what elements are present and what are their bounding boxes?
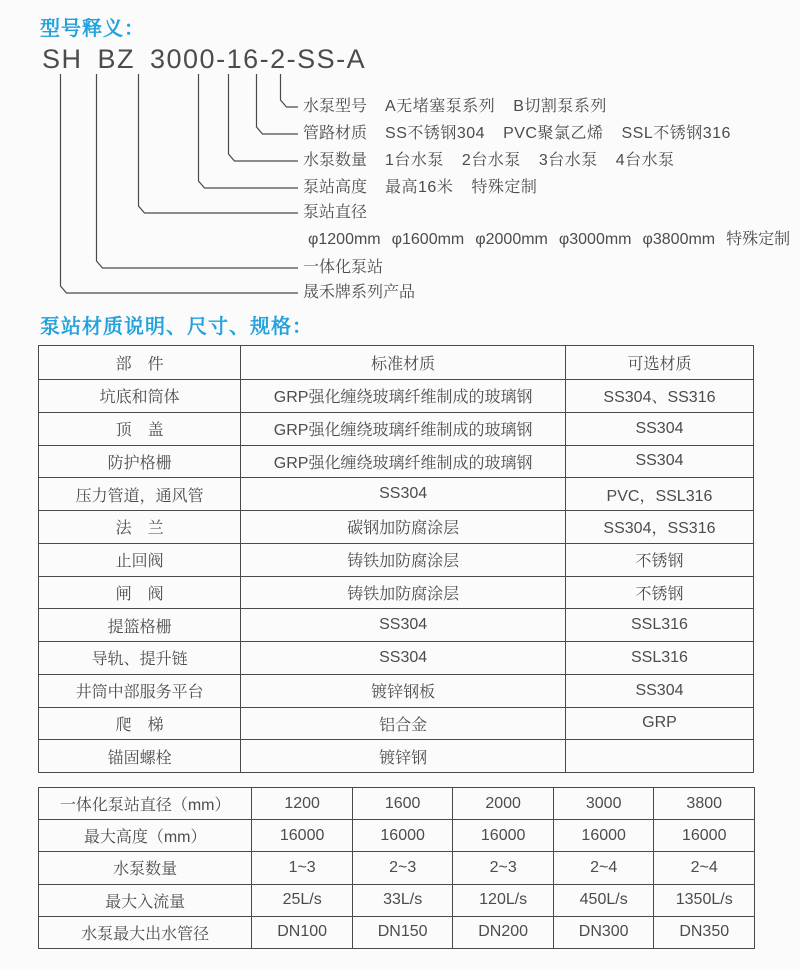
model-row-label: 晟禾牌系列产品	[303, 284, 416, 301]
model-row-pump-count	[303, 151, 675, 171]
standard-material-cell: GRP强化缠绕玻璃纤维制成的玻璃钢	[241, 445, 566, 478]
table-row	[39, 412, 754, 445]
spec-value-cell: 2~3	[352, 852, 453, 884]
model-row-value: SSL不锈钢316	[621, 125, 731, 142]
model-row-value: 2台水泵	[461, 152, 521, 169]
model-row-value: B切割泵系列	[513, 98, 607, 115]
materials-header-standard: 标准材质	[241, 346, 566, 380]
part-cell: 法 兰	[39, 511, 241, 544]
table-row	[39, 478, 754, 511]
standard-material-cell: GRP强化缠绕玻璃纤维制成的玻璃钢	[241, 380, 566, 413]
part-cell: 防护格栅	[39, 445, 241, 478]
part-cell: 导轨、提升链	[39, 642, 241, 675]
model-row-label: 水泵型号	[303, 98, 368, 115]
materials-header-part: 部 件	[39, 346, 241, 380]
spec-label-cell: 一体化泵站直径（mm）	[39, 788, 252, 820]
model-section-title: 型号释义：	[40, 18, 145, 40]
materials-header-optional: 可选材质	[565, 346, 753, 380]
spec-value-cell: 1350L/s	[654, 884, 755, 916]
part-cell: 闸 阀	[39, 576, 241, 609]
spec-value-cell: DN150	[352, 916, 453, 948]
spec-label-cell: 水泵数量	[39, 852, 252, 884]
spec-value-cell: 3000	[553, 788, 654, 820]
optional-material-cell	[565, 740, 753, 773]
table-row	[39, 852, 755, 884]
optional-material-cell: SS304	[565, 445, 753, 478]
model-row-label: 管路材质	[303, 125, 368, 142]
standard-material-cell: SS304	[241, 478, 566, 511]
spec-value-cell: 2000	[453, 788, 554, 820]
model-row-value: 3台水泵	[538, 152, 598, 169]
spec-value-cell: DN350	[654, 916, 755, 948]
diameter-option: φ1200mm	[308, 231, 381, 248]
materials-section-title: 泵站材质说明、尺寸、规格：	[40, 316, 313, 338]
model-row-label: 泵站高度	[303, 179, 368, 196]
table-row	[39, 380, 754, 413]
model-row-value: 1台水泵	[385, 152, 444, 169]
part-cell: 锚固螺栓	[39, 740, 241, 773]
spec-value-cell: 2~3	[453, 852, 554, 884]
standard-material-cell: 铝合金	[241, 707, 566, 740]
model-row-value: A无堵塞泵系列	[385, 98, 496, 115]
standard-material-cell: SS304	[241, 609, 566, 642]
diameter-option: φ3800mm	[642, 231, 716, 248]
model-row-station-diameter	[303, 203, 367, 223]
specs-table	[38, 787, 755, 949]
model-row-value: 最高16米	[385, 179, 454, 196]
table-row	[39, 674, 754, 707]
model-code: SH BZ 3000-16-2-SS-A	[42, 44, 367, 74]
optional-material-cell: SS304、SS316	[565, 380, 753, 413]
model-row-value: SS不锈钢304	[385, 125, 486, 142]
table-row	[39, 884, 755, 916]
table-row	[39, 511, 754, 544]
spec-value-cell: 1600	[352, 788, 453, 820]
model-row-value: PVC聚氯乙烯	[503, 125, 604, 142]
spec-value-cell: 16000	[453, 820, 554, 852]
spec-value-cell: DN200	[453, 916, 554, 948]
model-row-value: 特殊定制	[471, 179, 538, 196]
model-row-station-height	[303, 178, 537, 198]
table-row	[39, 916, 755, 948]
table-row	[39, 788, 755, 820]
spec-value-cell: DN100	[252, 916, 353, 948]
standard-material-cell: SS304	[241, 642, 566, 675]
table-row	[39, 820, 755, 852]
diameter-option: φ1600mm	[391, 231, 465, 248]
table-row	[39, 642, 754, 675]
spec-value-cell: 16000	[654, 820, 755, 852]
spec-value-cell: 1~3	[252, 852, 353, 884]
spec-value-cell: 25L/s	[252, 884, 353, 916]
standard-material-cell: GRP强化缠绕玻璃纤维制成的玻璃钢	[241, 412, 566, 445]
table-row	[39, 609, 754, 642]
part-cell: 提篮格栅	[39, 609, 241, 642]
model-row-value: 4台水泵	[615, 152, 675, 169]
spec-value-cell: DN300	[553, 916, 654, 948]
model-row-diameter-options	[308, 230, 790, 250]
standard-material-cell: 铸铁加防腐涂层	[241, 543, 566, 576]
part-cell: 爬 梯	[39, 707, 241, 740]
optional-material-cell: SS304，SS316	[565, 511, 753, 544]
standard-material-cell: 镀锌钢板	[241, 674, 566, 707]
model-row-integrated-station	[303, 258, 383, 278]
spec-label-cell: 最大高度（mm）	[39, 820, 252, 852]
table-row	[39, 445, 754, 478]
spec-value-cell: 2~4	[553, 852, 654, 884]
diameter-option: φ2000mm	[475, 231, 548, 248]
part-cell: 压力管道，通风管	[39, 478, 241, 511]
spec-value-cell: 33L/s	[352, 884, 453, 916]
diameter-option: 特殊定制	[726, 231, 791, 248]
materials-table	[38, 345, 754, 773]
standard-material-cell: 铸铁加防腐涂层	[241, 576, 566, 609]
optional-material-cell: 不锈钢	[565, 543, 753, 576]
optional-material-cell: SSL316	[565, 642, 753, 675]
model-row-pipe-material	[303, 124, 731, 144]
model-row-label: 水泵数量	[303, 152, 368, 169]
model-row-pump-type	[303, 97, 607, 117]
spec-value-cell: 16000	[352, 820, 453, 852]
part-cell: 坑底和筒体	[39, 380, 241, 413]
table-row	[39, 740, 754, 773]
diameter-option: φ3000mm	[558, 231, 632, 248]
part-cell: 顶 盖	[39, 412, 241, 445]
spec-value-cell: 120L/s	[453, 884, 554, 916]
optional-material-cell: 不锈钢	[565, 576, 753, 609]
part-cell: 井筒中部服务平台	[39, 674, 241, 707]
materials-header-row	[39, 346, 754, 380]
optional-material-cell: GRP	[565, 707, 753, 740]
optional-material-cell: PVC，SSL316	[565, 478, 753, 511]
spec-value-cell: 450L/s	[553, 884, 654, 916]
model-row-brand-series	[303, 283, 415, 303]
table-row	[39, 543, 754, 576]
spec-value-cell: 16000	[553, 820, 654, 852]
spec-value-cell: 1200	[252, 788, 353, 820]
table-row	[39, 576, 754, 609]
spec-value-cell: 2~4	[654, 852, 755, 884]
spec-value-cell: 3800	[654, 788, 755, 820]
spec-value-cell: 16000	[252, 820, 353, 852]
optional-material-cell: SSL316	[565, 609, 753, 642]
table-row	[39, 707, 754, 740]
standard-material-cell: 镀锌钢	[241, 740, 566, 773]
standard-material-cell: 碳钢加防腐涂层	[241, 511, 566, 544]
optional-material-cell: SS304	[565, 674, 753, 707]
model-row-label: 泵站直径	[303, 204, 368, 221]
optional-material-cell: SS304	[565, 412, 753, 445]
part-cell: 止回阀	[39, 543, 241, 576]
model-row-label: 一体化泵站	[303, 259, 384, 276]
spec-label-cell: 水泵最大出水管径	[39, 916, 252, 948]
spec-label-cell: 最大入流量	[39, 884, 252, 916]
